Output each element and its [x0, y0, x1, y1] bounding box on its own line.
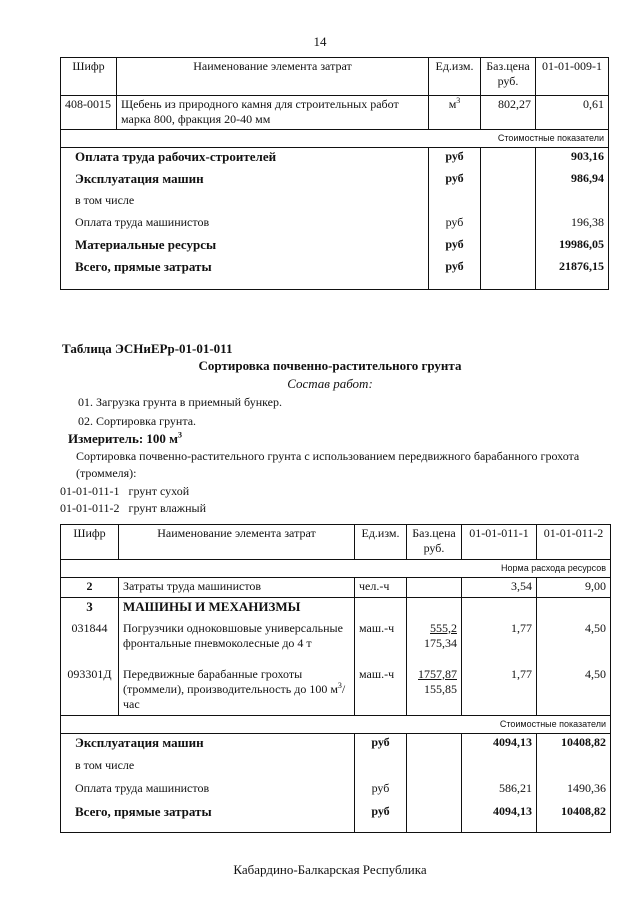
header-norm: 01-01-009-1 — [536, 58, 609, 96]
row-v1: 3,54 — [462, 578, 537, 598]
row-code: 031844 — [61, 620, 119, 666]
cost-unit — [355, 757, 407, 780]
row-code: 3 — [61, 598, 119, 620]
row-price — [407, 578, 462, 598]
table-row — [61, 620, 611, 666]
cost-empty — [407, 803, 462, 833]
header-price: Баз.цена руб. — [407, 525, 462, 560]
cost-name: Всего, прямые затраты — [61, 803, 355, 833]
row-v2: 4,50 — [537, 620, 611, 666]
cost-empty — [481, 214, 536, 236]
cost-v1 — [462, 757, 537, 780]
cost-name: в том числе — [61, 192, 429, 214]
variant-item — [60, 500, 206, 517]
variant-item — [60, 483, 189, 500]
row-unit: чел.-ч — [355, 578, 407, 598]
row-v1 — [462, 598, 537, 620]
row-v2 — [537, 598, 611, 620]
table-row — [61, 666, 611, 716]
price-top: 1757,87 — [418, 666, 457, 681]
header-name: Наименование элемента затрат — [119, 525, 355, 560]
header-unit: Ед.изм. — [355, 525, 407, 560]
row-name: Затраты труда машинистов — [119, 578, 355, 598]
row-v1: 1,77 — [462, 666, 537, 716]
price-bottom: 155,85 — [424, 681, 457, 696]
row-price — [407, 620, 462, 666]
meter-sup: 3 — [178, 430, 183, 440]
section-title: Сортировка почвенно-растительного грунта — [198, 358, 462, 373]
cost-unit: руб — [355, 734, 407, 757]
cost-unit: руб — [429, 170, 481, 192]
row-price — [407, 598, 462, 620]
row-unit: маш.-ч — [355, 620, 407, 666]
cost-value — [536, 192, 609, 214]
norm-header: Норма расхода ресурсов — [61, 560, 611, 578]
cost-unit: руб — [429, 214, 481, 236]
cost-v2: 1490,36 — [537, 780, 611, 803]
cost-name: Всего, прямые затраты — [61, 258, 429, 290]
cost-table-2 — [60, 524, 611, 833]
cost-unit — [429, 192, 481, 214]
cost-value: 903,16 — [536, 148, 609, 170]
row-name: МАШИНЫ И МЕХАНИЗМЫ — [119, 598, 355, 620]
row-unit-sup: 3 — [456, 96, 461, 105]
row-unit-text: м — [448, 97, 457, 111]
cost-unit: руб — [429, 258, 481, 290]
row-name: Погрузчики одноковшовые универсальные фронтальные пневмоколесные до 4 т — [119, 620, 355, 666]
cost-v2 — [537, 757, 611, 780]
cost-v1: 4094,13 — [462, 734, 537, 757]
row-name: Щебень из природного камня для строительных работ марка 800, фракция 20-40 мм — [117, 96, 429, 130]
cost-value: 986,94 — [536, 170, 609, 192]
variant-label: грунт влажный — [128, 501, 206, 515]
row-unit — [355, 598, 407, 620]
cost-unit: руб — [429, 236, 481, 258]
cost-v2: 10408,82 — [537, 803, 611, 833]
cost-empty — [481, 170, 536, 192]
row-name-end: /час — [123, 681, 346, 711]
row-name-text: Передвижные барабанные грохоты (троммели), производительность до 100 м — [123, 666, 338, 696]
header-name: Наименование элемента затрат — [117, 58, 429, 96]
row-name — [119, 666, 355, 716]
cost-value: 196,38 — [536, 214, 609, 236]
header-norm2: 01-01-011-2 — [537, 525, 611, 560]
table-row — [61, 96, 609, 130]
cost-name: Эксплуатация машин — [61, 734, 355, 757]
cost-unit: руб — [355, 780, 407, 803]
row-code: 093301Д — [61, 666, 119, 716]
table-row — [61, 598, 611, 620]
page-number: 14 — [313, 34, 327, 49]
cost-value: 21876,15 — [536, 258, 609, 290]
section-subtitle: Состав работ: — [287, 376, 373, 391]
cost-empty — [407, 780, 462, 803]
header-norm1: 01-01-011-1 — [462, 525, 537, 560]
cost-empty — [481, 236, 536, 258]
cost-name: Оплата труда рабочих-строителей — [61, 148, 429, 170]
cost-name: Оплата труда машинистов — [61, 214, 429, 236]
cost-table-1 — [60, 57, 609, 290]
row-v1: 1,77 — [462, 620, 537, 666]
meter-text: Измеритель: 100 м — [68, 431, 179, 446]
cost-name: Эксплуатация машин — [61, 170, 429, 192]
cost-value: 19986,05 — [536, 236, 609, 258]
cost-header: Стоимостные показатели — [61, 130, 609, 148]
meter-label — [68, 431, 182, 447]
variant-code: 01-01-011-2 — [60, 501, 120, 515]
row-code: 408-0015 — [61, 96, 117, 130]
header-code: Шифр — [61, 58, 117, 96]
footer-region: Кабардино-Балкарская Республика — [233, 862, 427, 877]
cost-name: Оплата труда машинистов — [61, 780, 355, 803]
cost-empty — [481, 192, 536, 214]
row-price — [407, 666, 462, 716]
price-bottom: 175,34 — [424, 635, 457, 650]
cost-empty — [481, 148, 536, 170]
cost-v1: 586,21 — [462, 780, 537, 803]
cost-name: Материальные ресурсы — [61, 236, 429, 258]
price-top: 555,2 — [430, 620, 457, 635]
cost-unit: руб — [355, 803, 407, 833]
step-item: 01. Загрузка грунта в приемный бункер. — [78, 395, 282, 409]
row-price: 802,27 — [481, 96, 536, 130]
row-v2: 4,50 — [537, 666, 611, 716]
row-unit: маш.-ч — [355, 666, 407, 716]
cost-empty — [407, 757, 462, 780]
table-label: Таблица ЭСНиЕРр-01-01-011 — [62, 341, 233, 356]
row-code: 2 — [61, 578, 119, 598]
row-v2: 9,00 — [537, 578, 611, 598]
cost-empty — [407, 734, 462, 757]
variant-label: грунт сухой — [128, 484, 190, 498]
cost-unit: руб — [429, 148, 481, 170]
cost-v1: 4094,13 — [462, 803, 537, 833]
header-price: Баз.цена руб. — [481, 58, 536, 96]
variant-code: 01-01-011-1 — [60, 484, 120, 498]
cost-name: в том числе — [61, 757, 355, 780]
step-item: 02. Сортировка грунта. — [78, 414, 197, 428]
cost-header: Стоимостные показатели — [61, 716, 611, 734]
header-unit: Ед.изм. — [429, 58, 481, 96]
row-name-sup: 3 — [337, 680, 342, 690]
table-row — [61, 578, 611, 598]
cost-empty — [481, 258, 536, 290]
row-unit — [429, 96, 481, 130]
header-code: Шифр — [61, 525, 119, 560]
row-value: 0,61 — [536, 96, 609, 130]
section-description: Сортировка почвенно-растительного грунта с использованием передвижного барабанного грохота (троммеля): — [76, 449, 580, 480]
cost-v2: 10408,82 — [537, 734, 611, 757]
